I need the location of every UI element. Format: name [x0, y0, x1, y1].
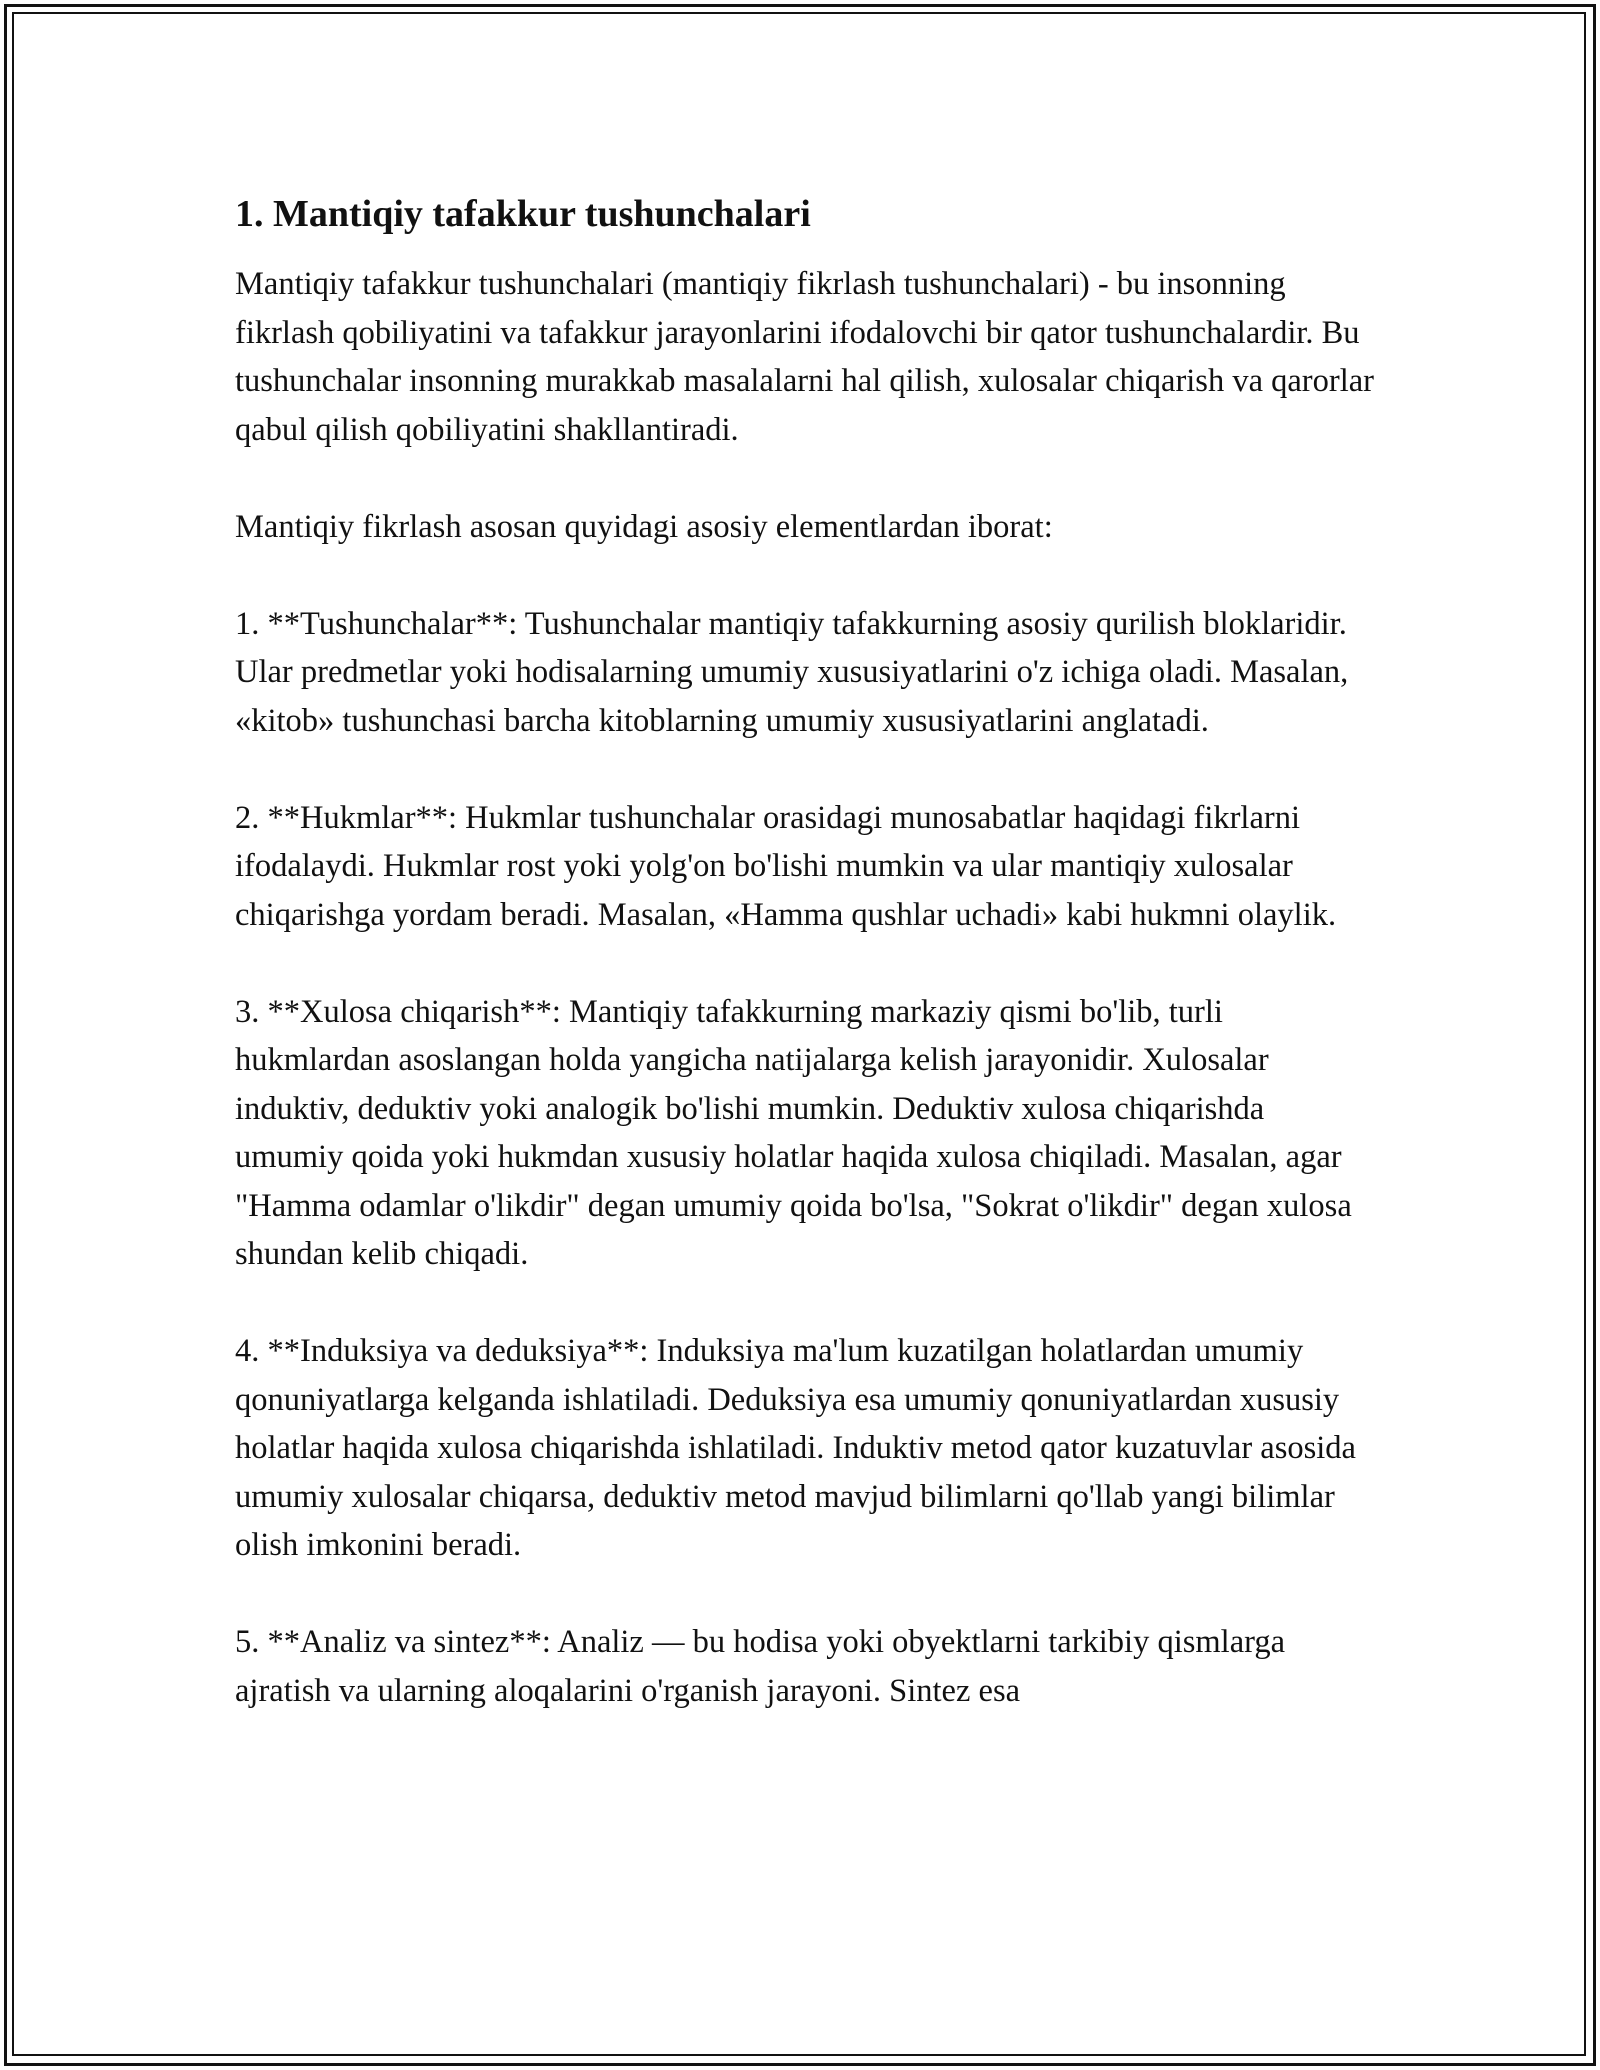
- list-item-tushunchalar: 1. **Tushunchalar**: Tushunchalar mantiqiy tafakkurning asosiy qurilish bloklaridir. Ular predmetlar yoki hodisalarning umumiy xususiyatlarini o'z ichiga oladi. Masalan, «kitob» tushunchasi barcha kitoblarning umumiy xususiyatlarini anglatadi.: [235, 605, 1349, 739]
- list-item-induksiya-deduksiya: 4. **Induksiya va deduksiya**: Induksiya ma'lum kuzatilgan holatlardan umumiy qonuniyatlarga kelganda ishlatiladi. Deduksiya esa umumiy qonuniyatlardan xususiy holatlar haqida xulosa chiqarishda ishlatiladi. Induktiv metod qator kuzatuvlar asosida umumiy xulosalar chiqarsa, deduktiv metod mavjud bilimlarni qo'llab yangi bilimlar olish imkonini beradi.: [235, 1333, 1356, 1563]
- document-body: [235, 188, 1375, 1715]
- list-item-xulosa-chiqarish: 3. **Xulosa chiqarish**: Mantiqiy tafakkurning markaziy qismi bo'lib, turli hukmlardan asoslangan holda yangicha natijalarga kelish jarayonidir. Xulosalar induktiv, deduktiv yoki analogik bo'lishi mumkin. Deduktiv xulosa chiqarishda umumiy qoida yoki hukmdan xususiy holatlar haqida xulosa chiqiladi. Masalan, agar "Hamma odamlar o'likdir" degan umumiy qoida bo'lsa, "Sokrat o'likdir" degan xulosa shundan kelib chiqadi.: [235, 993, 1352, 1272]
- list-item-hukmlar: 2. **Hukmlar**: Hukmlar tushunchalar orasidagi munosabatlar haqidagi fikrlarni ifodalaydi. Hukmlar rost yoki yolg'on bo'lishi mumkin va ular mantiqiy xulosalar chiqarishga yordam beradi. Masalan, «Hamma qushlar uchadi» kabi hukmni olaylik.: [235, 799, 1337, 933]
- intro-paragraph: Mantiqiy tafakkur tushunchalari (mantiqiy fikrlash tushunchalari) - bu insonning fikrlash qobiliyatini va tafakkur jarayonlarini ifodalovchi bir qator tushunchalardir. Bu tushunchalar insonning murakkab masalalarni hal qilish, xulosalar chiqarish va qarorlar qabul qilish qobiliyatini shakllantiradi.: [235, 266, 1374, 448]
- elements-intro-paragraph: Mantiqiy fikrlash asosan quyidagi asosiy elementlardan iborat:: [235, 508, 1053, 545]
- list-item-analiz-sintez: 5. **Analiz va sintez**: Analiz — bu hodisa yoki obyektlarni tarkibiy qismlarga ajratish va ularning aloqalarini o'rganish jarayoni. Sintez esa: [235, 1624, 1286, 1709]
- section-heading: 1. Mantiqiy tafakkur tushunchalari: [235, 193, 811, 235]
